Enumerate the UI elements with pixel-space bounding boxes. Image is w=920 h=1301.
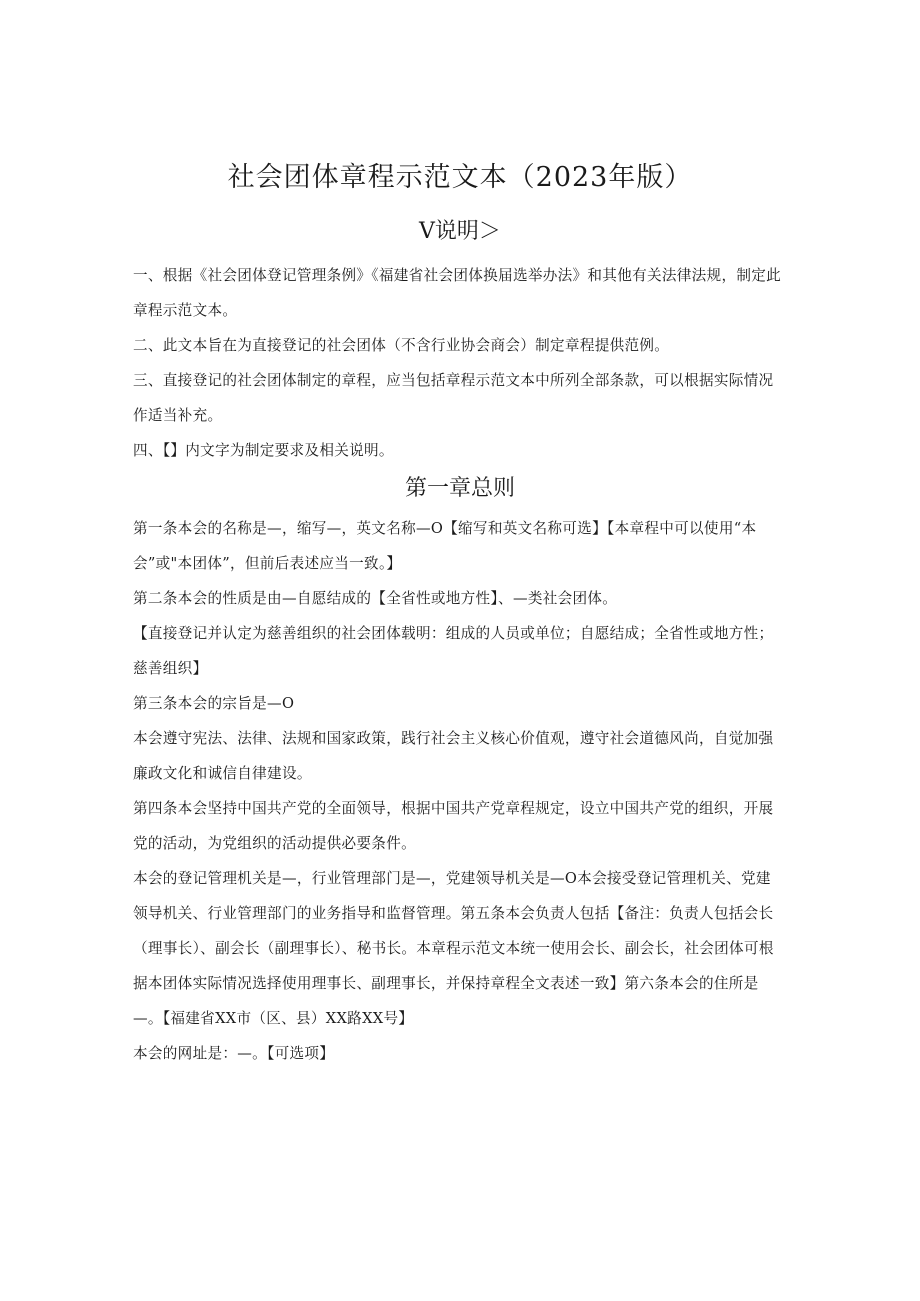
chapter-heading: 第一章总则 xyxy=(404,476,515,501)
article-2: 第二条本会的性质是由—自愿结成的【全省性或地方性】、—类社会团体。 xyxy=(133,590,618,607)
article-2-note: 【直接登记并认定为慈善组织的社会团体载明：组成的人员或单位；自愿结成；全省性或地方性；慈善组织】 xyxy=(133,625,774,677)
intro-paragraph-1: 一、根据《社会团体登记管理条例》《福建省社会团体换届选举办法》和其他有关法律法规，制定此章程示范文本。 xyxy=(133,267,782,319)
article-4: 第四条本会坚持中国共产党的全面领导，根据中国共产党章程规定，设立中国共产党的组织，开展党的活动，为党组织的活动提供必要条件。 xyxy=(133,800,774,852)
intro-paragraph-4: 四、【】内文字为制定要求及相关说明。 xyxy=(133,442,394,459)
intro-heading: V说明＞ xyxy=(419,219,501,244)
article-3-detail: 本会遵守宪法、法律、法规和国家政策，践行社会主义核心价值观，遵守社会道德风尚，自觉加强廉政文化和诚信自律建设。 xyxy=(133,730,774,782)
document-title: 社会团体章程示范文本（2023年版） xyxy=(227,162,693,193)
article-3: 第三条本会的宗旨是—O xyxy=(133,695,295,712)
article-4-5-6: 本会的登记管理机关是—，行业管理部门是—，党建领导机关是—O本会接受登记管理机关、党建领导机关、行业管理部门的业务指导和监督管理。第五条本会负责人包括【备注：负责人包括会长（理事长）、副会长（副理事长）、秘书长。本章程示范文本统一使用会长、副会长，社会团体可根据本团体实际情况选择使用理事长、副理事长，并保持章程全文表述一致】第六条本会的住所是—。【福建省XX市（区、县）XX路XX号】 xyxy=(133,870,774,1027)
intro-paragraph-3: 三、直接登记的社会团体制定的章程，应当包括章程示范文本中所列全部条款，可以根据实际情况作适当补充。 xyxy=(133,372,774,424)
website-line: 本会的网址是：—。【可选项】 xyxy=(133,1045,335,1062)
article-1: 第一条本会的名称是—，缩写—，英文名称—O【缩写和英文名称可选】【本章程中可以使用“本会”或"本团体”，但前后表述应当一致。】 xyxy=(133,520,757,572)
intro-paragraph-2: 二、此文本旨在为直接登记的社会团体（不含行业协会商会）制定章程提供范例。 xyxy=(133,337,670,354)
